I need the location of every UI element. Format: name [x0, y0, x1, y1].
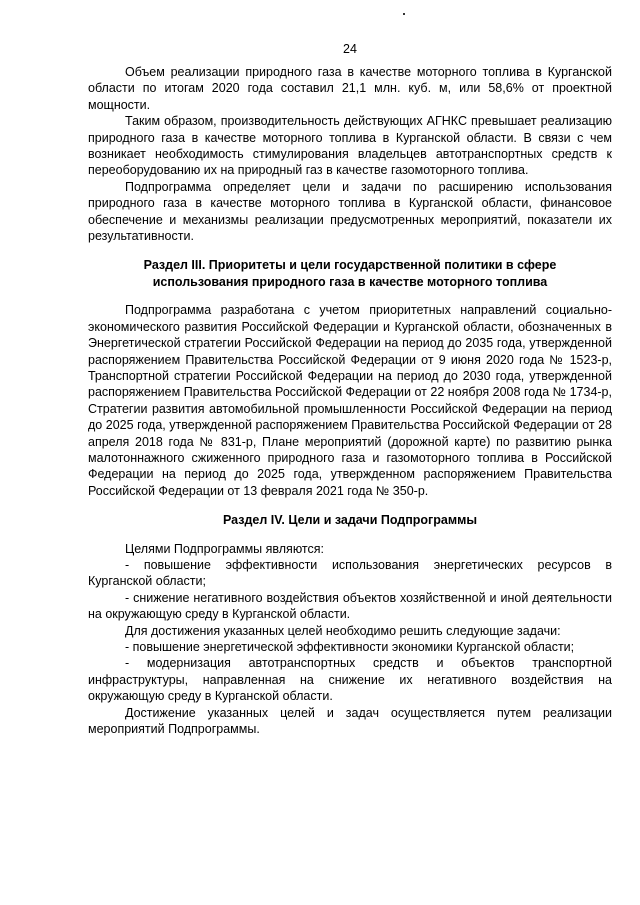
task-item-2: - модернизация автотранспортных средств и объектов транспортной инфраструктуры, направленная на снижение их негативного воздействия на окружающую среду в Курганской области.: [88, 656, 612, 704]
scan-speck: [403, 13, 405, 15]
goal-item-2: - снижение негативного воздействия объектов хозяйственной и иной деятельности на окружающую среду в Курганской области.: [88, 590, 612, 622]
intro-paragraph-3: Подпрограмма определяет цели и задачи по расширению использования природного газа в качестве моторного топлива в Курганской области, финансовое обеспечение и механизмы реализации предусмотренных мероприятий, показатели их результативности.: [88, 179, 612, 244]
document-body: [88, 64, 612, 737]
task-item-1: - повышение энергетической эффективности экономики Курганской области;: [125, 640, 575, 654]
section4-heading: Раздел IV. Цели и задачи Подпрограммы: [222, 513, 478, 528]
section3-heading-line1: Раздел III. Приоритеты и цели государственной политики в сфере: [143, 258, 557, 273]
page-number: 24: [343, 42, 357, 56]
section3-heading: [88, 257, 612, 290]
intro-paragraph-2: Таким образом, производительность действующих АГНКС превышает реализацию природного газа в качестве моторного топлива в Курганской области. В связи с чем возникает необходимость стимулирования владельцев автотранспортных средств к переоборудованию их на природный газ в качестве газомоторного топлива.: [88, 114, 612, 178]
conclusion-paragraph: Достижение указанных целей и задач осуществляется путем реализации мероприятий Подпрограммы.: [88, 705, 612, 737]
goal-item-1: - повышение эффективности использования энергетических ресурсов в Курганской области;: [88, 557, 612, 589]
section3-heading-line2: использования природного газа в качестве моторного топлива: [152, 274, 548, 289]
tasks-intro: Для достижения указанных целей необходимо решить следующие задачи:: [125, 623, 561, 638]
intro-paragraph-1: Объем реализации природного газа в качестве моторного топлива в Курганской области по итогам 2020 года составил 21,1 млн. куб. м, или 58,6% от проектной мощности.: [88, 65, 612, 112]
goals-intro: Целями Подпрограммы являются:: [125, 541, 324, 556]
section3-paragraph: Подпрограмма разработана с учетом приоритетных направлений социально-экономического развития Российской Федерации и Курганской области, обозначенных в Энергетической стратегии Российской Федерации на период до 2035 года, утвержденной распоряжением Правительства Российской Федерации от 9 июня 2020 года № 1523-р, Транспортной стратегии Российской Федерации на период до 2030 года, утвержденной распоряжением Правительства Российской Федерации от 22 ноября 2008 года № 1734-р, Стратегии развития автомобильной промышленности Российской Федерации на период до 2025 года, утвержденной распоряжением Правительства Российской Федерации от 28 апреля 2018 года № 831-р, Плане мероприятий (дорожной карте) по развитию рынка малотоннажного сжиженного природного газа и газомоторного топлива в Российской Федерации на период до 2025 года, утвержденном распоряжением Правительства Российской Федерации от 13 февраля 2021 года № 350-р.: [88, 303, 612, 498]
